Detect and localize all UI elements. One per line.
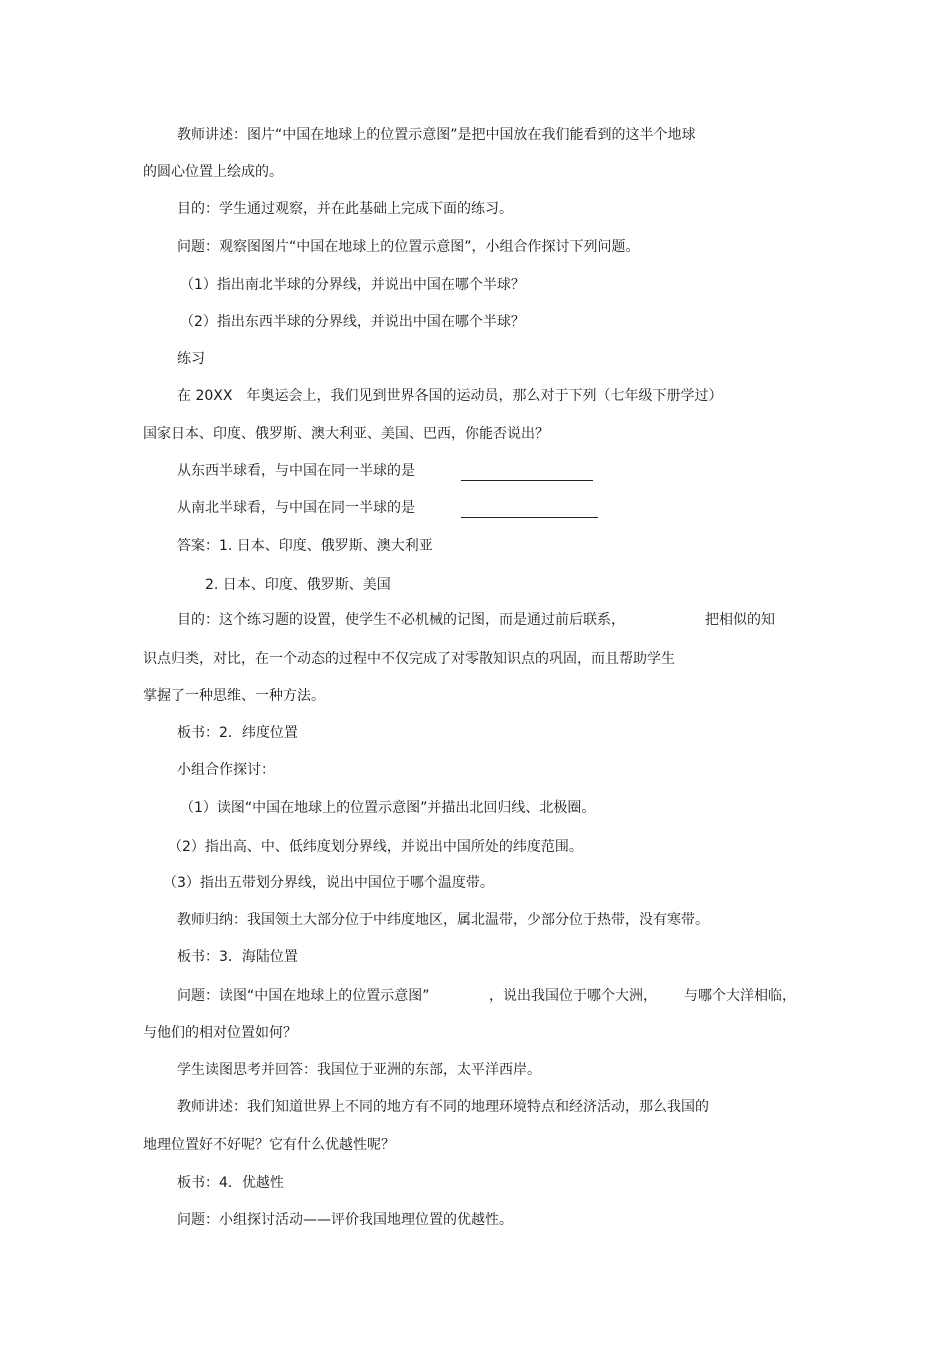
board-heading: 板书：2．纬度位置: [177, 725, 298, 741]
board-heading: 板书：4．优越性: [177, 1175, 284, 1191]
paragraph-line: ，说出我国位于哪个大洲，: [489, 988, 657, 1004]
paragraph-line: 教师讲述：我们知道世界上不同的地方有不同的地理环境特点和经济活动，那么我国的: [177, 1099, 709, 1115]
paragraph-line: 问题：读图“中国在地球上的位置示意图”: [177, 988, 430, 1004]
paragraph-line: 目的：学生通过观察，并在此基础上完成下面的练习。: [177, 201, 513, 217]
paragraph-line: 教师讲述：图片“中国在地球上的位置示意图”是把中国放在我们能看到的这半个地球: [177, 127, 696, 143]
paragraph-line: 与哪个大洋相临，: [684, 988, 796, 1004]
answer-blank-line: [461, 517, 598, 518]
fill-in-question: 从东西半球看，与中国在同一半球的是: [177, 463, 415, 479]
answer-line: 答案：1. 日本、印度、俄罗斯、澳大利亚: [177, 538, 433, 554]
question-item: （1）读图“中国在地球上的位置示意图”并描出北回归线、北极圈。: [180, 800, 596, 816]
question-item: （1）指出南北半球的分界线，并说出中国在哪个半球？: [180, 277, 525, 293]
paragraph-line: 在 20XX 年奥运会上，我们见到世界各国的运动员，那么对于下列（七年级下册学过）: [177, 388, 723, 404]
fill-in-question: 从南北半球看，与中国在同一半球的是: [177, 500, 415, 516]
question-item: （2）指出东西半球的分界线，并说出中国在哪个半球？: [180, 314, 525, 330]
paragraph-line: 教师归纳：我国领土大部分位于中纬度地区，属北温带，少部分位于热带，没有寒带。: [177, 912, 709, 928]
paragraph-line: 识点归类，对比，在一个动态的过程中不仅完成了对零散知识点的巩固，而且帮助学生: [143, 651, 675, 667]
section-heading: 练习: [177, 351, 205, 367]
paragraph-line: 国家日本、印度、俄罗斯、澳大利亚、美国、巴西，你能否说出？: [143, 426, 549, 442]
paragraph-line: 掌握了一种思维、一种方法。: [143, 688, 325, 704]
answer-line: 2. 日本、印度、俄罗斯、美国: [205, 577, 391, 593]
paragraph-line: 与他们的相对位置如何？: [143, 1025, 297, 1041]
paragraph-line: 目的：这个练习题的设置，使学生不必机械的记图，而是通过前后联系，: [177, 612, 625, 628]
paragraph-line: 把相似的知: [705, 612, 775, 628]
paragraph-line: 的圆心位置上绘成的。: [143, 164, 283, 180]
section-heading: 小组合作探讨：: [177, 762, 275, 778]
answer-blank-line: [461, 480, 593, 481]
question-item: （2）指出高、中、低纬度划分界线，并说出中国所处的纬度范围。: [168, 839, 583, 855]
board-heading: 板书：3．海陆位置: [177, 949, 298, 965]
paragraph-line: 问题：小组探讨活动——评价我国地理位置的优越性。: [177, 1212, 513, 1228]
paragraph-line: 地理位置好不好呢？它有什么优越性呢？: [143, 1137, 395, 1153]
question-item: （3）指出五带划分界线，说出中国位于哪个温度带。: [163, 875, 494, 891]
paragraph-line: 学生读图思考并回答：我国位于亚洲的东部，太平洋西岸。: [177, 1062, 541, 1078]
paragraph-line: 问题：观察图图片“中国在地球上的位置示意图”，小组合作探讨下列问题。: [177, 239, 640, 255]
